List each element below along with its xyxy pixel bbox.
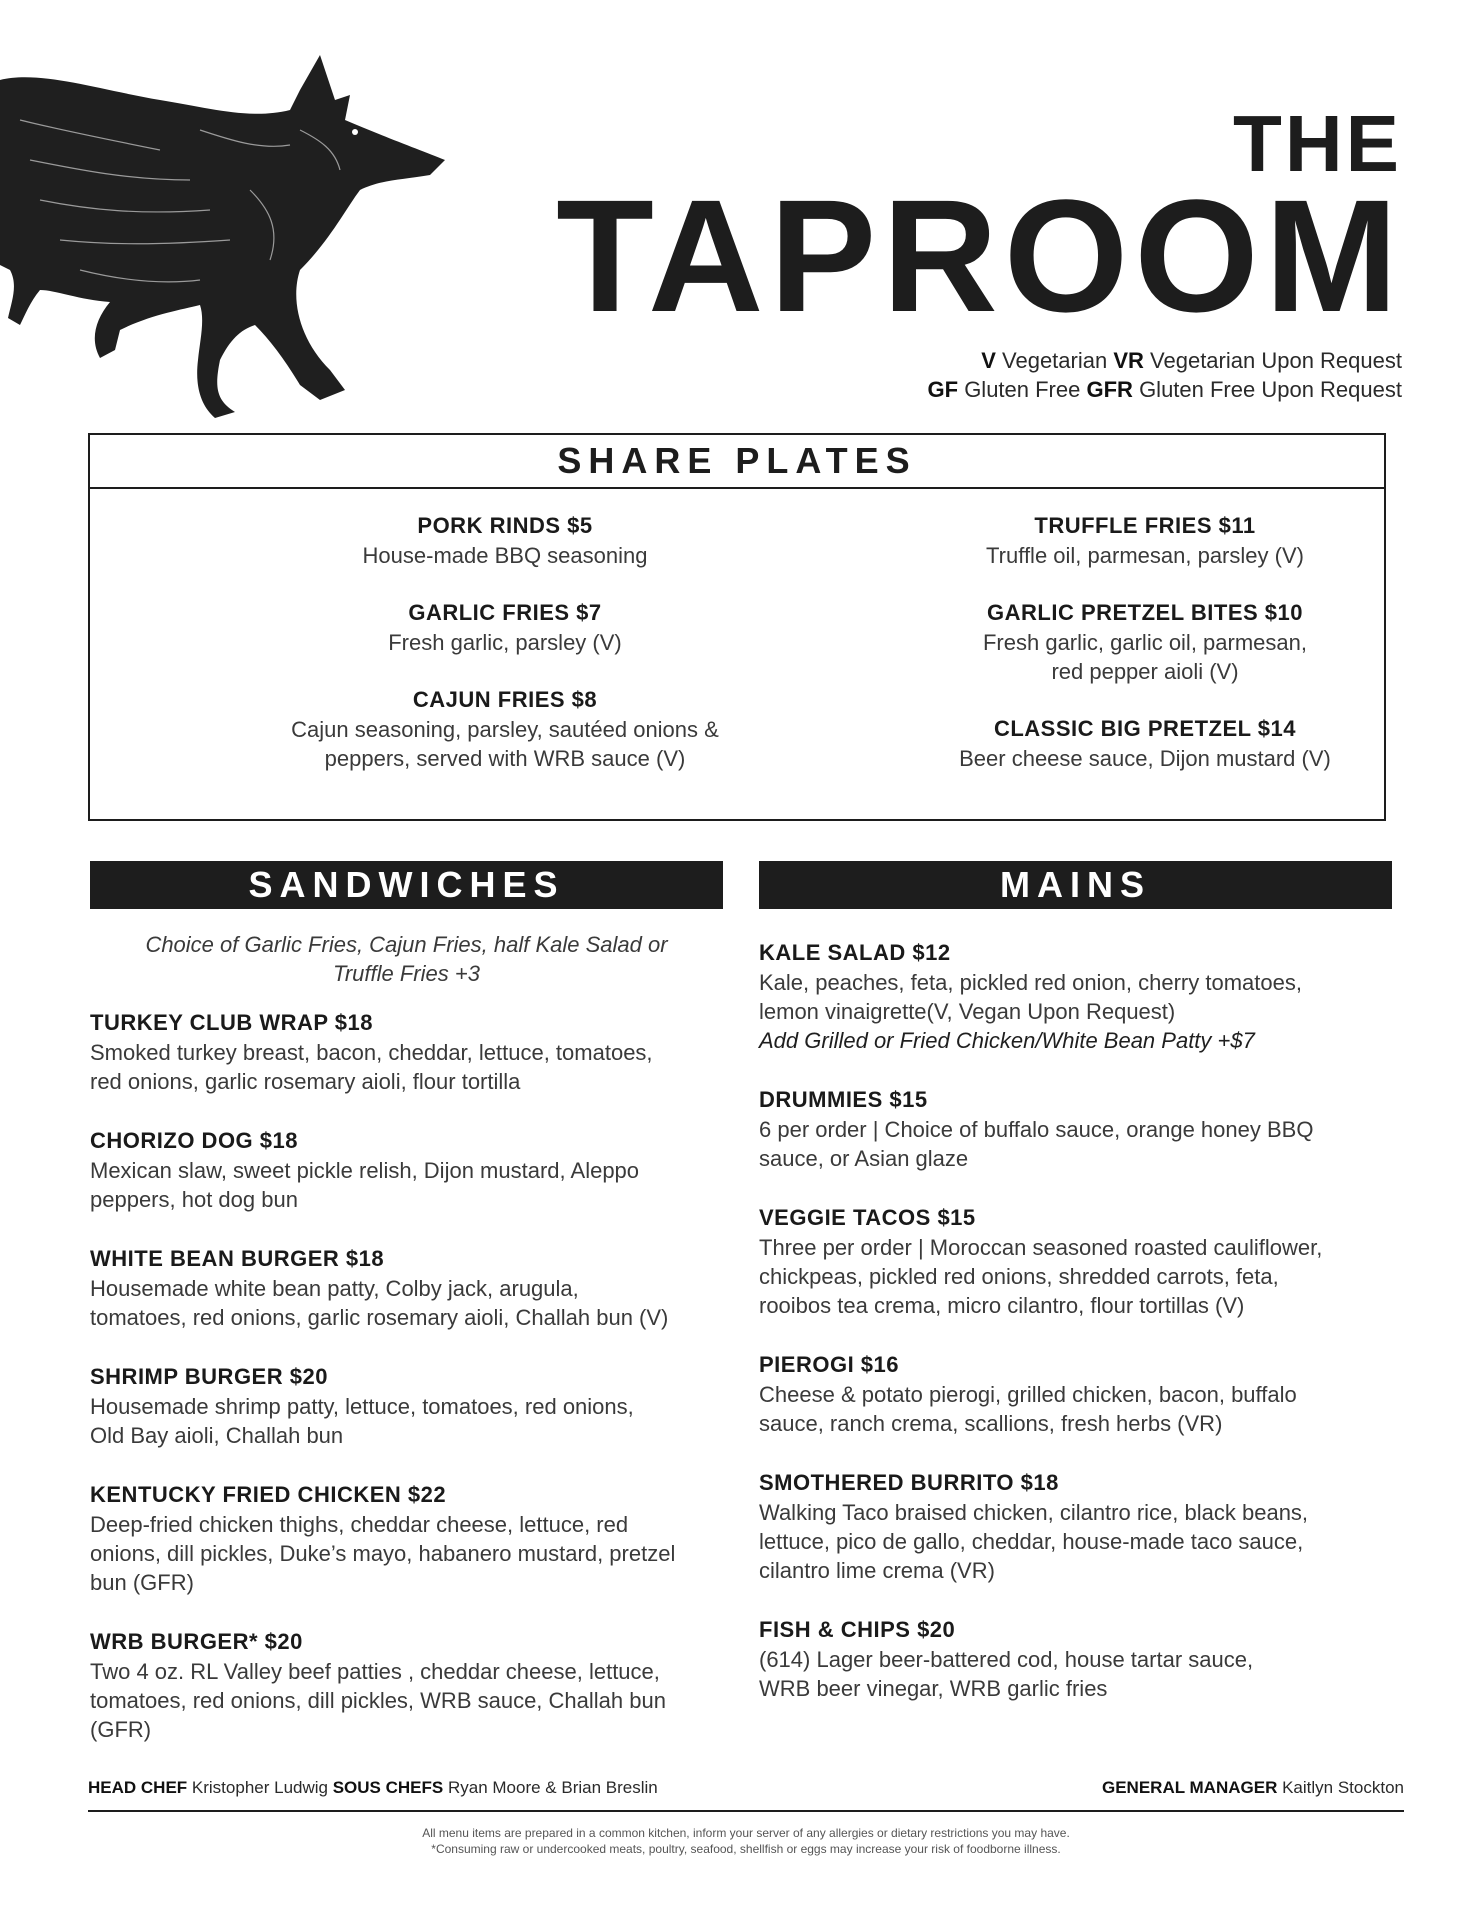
menu-item-description: red onions, garlic rosemary aioli, flour tortilla bbox=[90, 1069, 521, 1094]
menu-item-description: 6 per order | Choice of buffalo sauce, orange honey BBQ bbox=[759, 1117, 1314, 1142]
kitchen-staff bbox=[88, 1778, 658, 1798]
menu-item-name: GARLIC PRETZEL BITES $10 bbox=[987, 600, 1303, 625]
menu-item bbox=[225, 685, 785, 773]
menu-item-description: Beer cheese sauce, Dijon mustard (V) bbox=[959, 746, 1331, 771]
share-plates-section bbox=[88, 433, 1386, 821]
menu-item bbox=[90, 1480, 730, 1597]
menu-item-description: Truffle oil, parmesan, parsley (V) bbox=[986, 543, 1304, 568]
menu-item bbox=[759, 938, 1399, 1055]
menu-item-description: Cajun seasoning, parsley, sautéed onions & bbox=[291, 717, 719, 742]
menu-item-name: GARLIC FRIES $7 bbox=[408, 600, 602, 625]
menu-item-description: Mexican slaw, sweet pickle relish, Dijon mustard, Aleppo bbox=[90, 1158, 640, 1183]
menu-item bbox=[90, 1244, 730, 1332]
menu-item bbox=[865, 714, 1425, 773]
sandwiches-list bbox=[90, 1008, 730, 1774]
menu-item bbox=[759, 1085, 1399, 1173]
disclaimer-line: All menu items are prepared in a common kitchen, inform your server of any allergies or dietary restrictions you may have. bbox=[422, 1826, 1070, 1840]
menu-item bbox=[90, 1008, 730, 1096]
menu-item-description: WRB beer vinegar, WRB garlic fries bbox=[759, 1676, 1108, 1701]
menu-item bbox=[225, 598, 785, 657]
menu-item-description: peppers, served with WRB sauce (V) bbox=[324, 746, 686, 771]
menu-item bbox=[759, 1203, 1399, 1320]
menu-item bbox=[90, 1126, 730, 1214]
disclaimer bbox=[88, 1825, 1404, 1857]
menu-item-description: sauce, or Asian glaze bbox=[759, 1146, 969, 1171]
menu-item-name: WRB BURGER* $20 bbox=[90, 1629, 303, 1654]
legend-code: VR bbox=[1113, 348, 1144, 373]
legend-label: Gluten Free Upon Request bbox=[1139, 377, 1402, 402]
general-manager-label: GENERAL MANAGER bbox=[1101, 1778, 1278, 1797]
menu-item-description: cilantro lime crema (VR) bbox=[759, 1558, 995, 1583]
menu-item-description: bun (GFR) bbox=[90, 1570, 194, 1595]
menu-item-name: CLASSIC BIG PRETZEL $14 bbox=[993, 716, 1297, 741]
legend-line-1 bbox=[928, 346, 1403, 375]
menu-item-name: SHRIMP BURGER $20 bbox=[90, 1364, 328, 1389]
legend-code: GFR bbox=[1086, 377, 1133, 402]
menu-item bbox=[865, 598, 1425, 686]
menu-item-name: VEGGIE TACOS $15 bbox=[759, 1205, 976, 1230]
footer-divider bbox=[88, 1810, 1404, 1812]
menu-item-description: red pepper aioli (V) bbox=[1051, 659, 1239, 684]
menu-item bbox=[759, 1350, 1399, 1438]
menu-item-description: Deep-fried chicken thighs, cheddar cheese, lettuce, red bbox=[90, 1512, 629, 1537]
menu-item-name: FISH & CHIPS $20 bbox=[759, 1617, 956, 1642]
menu-item-description: (614) Lager beer-battered cod, house tartar sauce, bbox=[759, 1647, 1254, 1672]
menu-item-description: onions, dill pickles, Duke’s mayo, habanero mustard, pretzel bbox=[90, 1541, 676, 1566]
menu-item-name: CHORIZO DOG $18 bbox=[90, 1128, 298, 1153]
menu-item-description: Fresh garlic, parsley (V) bbox=[388, 630, 622, 655]
menu-item-description: Housemade white bean patty, Colby jack, arugula, bbox=[90, 1276, 579, 1301]
legend-code: V bbox=[981, 348, 996, 373]
menu-item-description: Fresh garlic, garlic oil, parmesan, bbox=[982, 630, 1307, 655]
menu-item-description: tomatoes, red onions, garlic rosemary aioli, Challah bun (V) bbox=[90, 1305, 669, 1330]
menu-item-name: WHITE BEAN BURGER $18 bbox=[90, 1246, 385, 1271]
share-plates-heading: SHARE PLATES bbox=[90, 435, 1384, 489]
menu-item-description: Old Bay aioli, Challah bun bbox=[90, 1423, 344, 1448]
menu-item-name: KALE SALAD $12 bbox=[759, 940, 951, 965]
menu-item-description: chickpeas, pickled red onions, shredded carrots, feta, bbox=[759, 1264, 1279, 1289]
menu-item-name: TRUFFLE FRIES $11 bbox=[1034, 513, 1256, 538]
sous-chefs-names: Ryan Moore & Brian Breslin bbox=[447, 1778, 658, 1797]
menu-item-description: lemon vinaigrette(V, Vegan Upon Request) bbox=[759, 999, 1176, 1024]
menu-item-description: Cheese & potato pierogi, grilled chicken, bacon, buffalo bbox=[759, 1382, 1297, 1407]
legend-label: Vegetarian bbox=[1002, 348, 1108, 373]
wolf-illustration-icon bbox=[0, 40, 450, 420]
legend-line-2 bbox=[928, 375, 1403, 404]
menu-item bbox=[90, 1362, 730, 1450]
menu-item bbox=[225, 511, 785, 570]
menu-item-add-on: Add Grilled or Fried Chicken/White Bean Patty +$7 bbox=[759, 1028, 1255, 1053]
menu-item-description: peppers, hot dog bun bbox=[90, 1187, 298, 1212]
menu-item-description: sauce, ranch crema, scallions, fresh herbs (VR) bbox=[759, 1411, 1223, 1436]
title-the: THE bbox=[1233, 99, 1402, 188]
menu-item-description: House-made BBQ seasoning bbox=[362, 543, 648, 568]
menu-item-description: tomatoes, red onions, dill pickles, WRB sauce, Challah bun bbox=[90, 1688, 666, 1713]
sandwiches-heading: SANDWICHES bbox=[90, 861, 723, 909]
menu-item-description: Kale, peaches, feta, pickled red onion, cherry tomatoes, bbox=[759, 970, 1302, 995]
menu-item-description: lettuce, pico de gallo, cheddar, house-made taco sauce, bbox=[759, 1529, 1304, 1554]
menu-item bbox=[90, 1627, 730, 1744]
menu-item bbox=[759, 1615, 1399, 1703]
menu-item-description: Housemade shrimp patty, lettuce, tomatoes, red onions, bbox=[90, 1394, 634, 1419]
share-plates-right-column bbox=[865, 511, 1425, 801]
menu-item-name: KENTUCKY FRIED CHICKEN $22 bbox=[90, 1482, 447, 1507]
menu-item-description: Two 4 oz. RL Valley beef patties , cheddar cheese, lettuce, bbox=[90, 1659, 660, 1684]
note-line: Truffle Fries +3 bbox=[333, 961, 480, 986]
title-taproom: TAPROOM bbox=[556, 166, 1404, 345]
mains-list bbox=[759, 938, 1399, 1733]
management-staff bbox=[1102, 1778, 1404, 1798]
share-plates-left-column bbox=[225, 511, 785, 801]
menu-item-name: PORK RINDS $5 bbox=[417, 513, 593, 538]
menu-item-description: (GFR) bbox=[90, 1717, 152, 1742]
menu-item-description: Walking Taco braised chicken, cilantro rice, black beans, bbox=[759, 1500, 1309, 1525]
mains-heading: MAINS bbox=[759, 861, 1392, 909]
menu-item-name: TURKEY CLUB WRAP $18 bbox=[90, 1010, 374, 1035]
general-manager-name: Kaitlyn Stockton bbox=[1282, 1778, 1404, 1797]
legend-code: GF bbox=[927, 377, 959, 402]
menu-item-name: CAJUN FRIES $8 bbox=[412, 687, 598, 712]
menu-item-name: SMOTHERED BURRITO $18 bbox=[759, 1470, 1059, 1495]
legend-label: Vegetarian Upon Request bbox=[1150, 348, 1402, 373]
head-chef-name: Kristopher Ludwig bbox=[191, 1778, 328, 1797]
head-chef-label: HEAD CHEF bbox=[88, 1778, 188, 1797]
menu-item bbox=[865, 511, 1425, 570]
menu-item-name: PIEROGI $16 bbox=[759, 1352, 900, 1377]
legend-label: Gluten Free bbox=[964, 377, 1081, 402]
menu-item-description: Three per order | Moroccan seasoned roasted cauliflower, bbox=[759, 1235, 1323, 1260]
sous-chefs-label: SOUS CHEFS bbox=[332, 1778, 444, 1797]
menu-item-name: DRUMMIES $15 bbox=[759, 1087, 928, 1112]
sandwiches-side-note bbox=[90, 930, 723, 988]
disclaimer-line: *Consuming raw or undercooked meats, poultry, seafood, shellfish or eggs may increase your risk of foodborne illness. bbox=[431, 1842, 1061, 1856]
menu-item-description: rooibos tea crema, micro cilantro, flour tortillas (V) bbox=[759, 1293, 1245, 1318]
note-line: Choice of Garlic Fries, Cajun Fries, half Kale Salad or bbox=[145, 932, 668, 957]
menu-item-description: Smoked turkey breast, bacon, cheddar, lettuce, tomatoes, bbox=[90, 1040, 653, 1065]
menu-item bbox=[759, 1468, 1399, 1585]
dietary-legend bbox=[928, 346, 1403, 404]
